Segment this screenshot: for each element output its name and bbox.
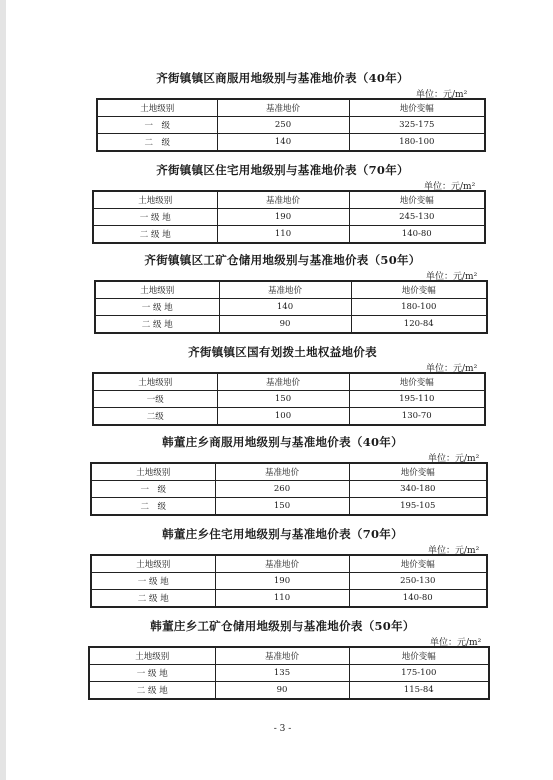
table-header-row xyxy=(89,647,489,665)
header-cell: 地价变幅 xyxy=(349,463,487,481)
price-table xyxy=(94,280,488,334)
table-row xyxy=(97,134,485,152)
table-row xyxy=(97,117,485,134)
table-cell: 245-130 xyxy=(349,209,485,226)
header-cell: 基准地价 xyxy=(217,373,349,391)
table-title: 韩董庄乡工矿仓储用地级别与基准地价表（50年） xyxy=(150,619,415,633)
header-cell: 基准地价 xyxy=(217,99,349,117)
table-cell: 180-100 xyxy=(351,299,487,316)
table-cell: 195-110 xyxy=(349,391,485,408)
header-cell: 地价变幅 xyxy=(349,373,485,391)
unit-label: 单位：元/m² xyxy=(426,272,478,282)
table-cell: 110 xyxy=(215,590,349,608)
table-cell: 250 xyxy=(217,117,349,134)
table-cell: 二 级 xyxy=(91,498,215,516)
table-cell: 250-130 xyxy=(349,573,487,590)
table-cell: 135 xyxy=(215,665,349,682)
header-cell: 土地级别 xyxy=(91,555,215,573)
table-cell: 二 级 xyxy=(97,134,217,152)
table-cell: 一 级 地 xyxy=(89,665,215,682)
table-cell: 140 xyxy=(219,299,351,316)
table-row xyxy=(89,665,489,682)
table-cell: 115-84 xyxy=(349,682,489,700)
table-cell: 一 级 地 xyxy=(93,209,217,226)
table-header-row xyxy=(91,463,487,481)
header-cell: 基准地价 xyxy=(215,647,349,665)
table-row xyxy=(93,209,485,226)
table-cell: 190 xyxy=(217,209,349,226)
table-cell: 一 级 xyxy=(91,481,215,498)
table-cell: 140-80 xyxy=(349,226,485,244)
table-cell: 一 级 xyxy=(97,117,217,134)
table-cell: 340-180 xyxy=(349,481,487,498)
price-table xyxy=(92,190,486,244)
unit-label: 单位：元/m² xyxy=(428,546,480,556)
table-cell: 一级 xyxy=(93,391,217,408)
table-cell: 130-70 xyxy=(349,408,485,426)
table-cell: 190 xyxy=(215,573,349,590)
table-header-row xyxy=(95,281,487,299)
table-header-row xyxy=(93,191,485,209)
header-cell: 土地级别 xyxy=(97,99,217,117)
table-cell: 二 级 地 xyxy=(95,316,219,334)
table-header-row xyxy=(97,99,485,117)
unit-label: 单位：元/m² xyxy=(428,454,480,464)
header-cell: 地价变幅 xyxy=(349,555,487,573)
header-cell: 基准地价 xyxy=(215,463,349,481)
table-cell: 二 级 地 xyxy=(93,226,217,244)
page-number: - 3 - xyxy=(273,724,292,734)
unit-label: 单位：元/m² xyxy=(416,90,468,100)
table-cell: 150 xyxy=(215,498,349,516)
table-title: 齐街镇镇区商服用地级别与基准地价表（40年） xyxy=(156,71,409,85)
price-table xyxy=(96,98,486,152)
table-title: 韩董庄乡商服用地级别与基准地价表（40年） xyxy=(162,435,403,449)
header-cell: 土地级别 xyxy=(89,647,215,665)
table-row xyxy=(93,391,485,408)
price-table xyxy=(90,462,488,516)
table-cell: 二级 xyxy=(93,408,217,426)
table-cell: 一 级 地 xyxy=(91,573,215,590)
price-table xyxy=(88,646,490,700)
table-cell: 175-100 xyxy=(349,665,489,682)
table-title: 韩董庄乡住宅用地级别与基准地价表（70年） xyxy=(162,527,403,541)
header-cell: 基准地价 xyxy=(219,281,351,299)
header-cell: 地价变幅 xyxy=(349,647,489,665)
table-row xyxy=(93,226,485,244)
table-cell: 一 级 地 xyxy=(95,299,219,316)
table-row xyxy=(95,299,487,316)
header-cell: 基准地价 xyxy=(217,191,349,209)
header-cell: 土地级别 xyxy=(93,373,217,391)
header-cell: 土地级别 xyxy=(91,463,215,481)
price-table xyxy=(92,372,486,426)
table-row xyxy=(93,408,485,426)
table-row xyxy=(91,590,487,608)
table-row xyxy=(95,316,487,334)
header-cell: 地价变幅 xyxy=(349,99,485,117)
table-cell: 140-80 xyxy=(349,590,487,608)
table-row xyxy=(91,573,487,590)
table-cell: 二 级 地 xyxy=(91,590,215,608)
header-cell: 地价变幅 xyxy=(349,191,485,209)
table-cell: 260 xyxy=(215,481,349,498)
table-row xyxy=(89,682,489,700)
table-cell: 140 xyxy=(217,134,349,152)
header-cell: 土地级别 xyxy=(93,191,217,209)
table-cell: 100 xyxy=(217,408,349,426)
table-title: 齐街镇镇区住宅用地级别与基准地价表（70年） xyxy=(156,163,409,177)
table-title: 齐街镇镇区国有划拨土地权益地价表 xyxy=(188,345,377,359)
table-row xyxy=(91,481,487,498)
table-cell: 325-175 xyxy=(349,117,485,134)
header-cell: 地价变幅 xyxy=(351,281,487,299)
unit-label: 单位：元/m² xyxy=(424,182,476,192)
unit-label: 单位：元/m² xyxy=(426,364,478,374)
table-cell: 90 xyxy=(219,316,351,334)
table-cell: 120-84 xyxy=(351,316,487,334)
table-title: 齐街镇镇区工矿仓储用地级别与基准地价表（50年） xyxy=(144,253,421,267)
table-row xyxy=(91,498,487,516)
table-cell: 二 级 地 xyxy=(89,682,215,700)
table-cell: 195-105 xyxy=(349,498,487,516)
header-cell: 土地级别 xyxy=(95,281,219,299)
header-cell: 基准地价 xyxy=(215,555,349,573)
table-cell: 150 xyxy=(217,391,349,408)
table-header-row xyxy=(93,373,485,391)
table-header-row xyxy=(91,555,487,573)
unit-label: 单位：元/m² xyxy=(430,638,482,648)
table-cell: 90 xyxy=(215,682,349,700)
price-table xyxy=(90,554,488,608)
table-cell: 110 xyxy=(217,226,349,244)
table-cell: 180-100 xyxy=(349,134,485,152)
